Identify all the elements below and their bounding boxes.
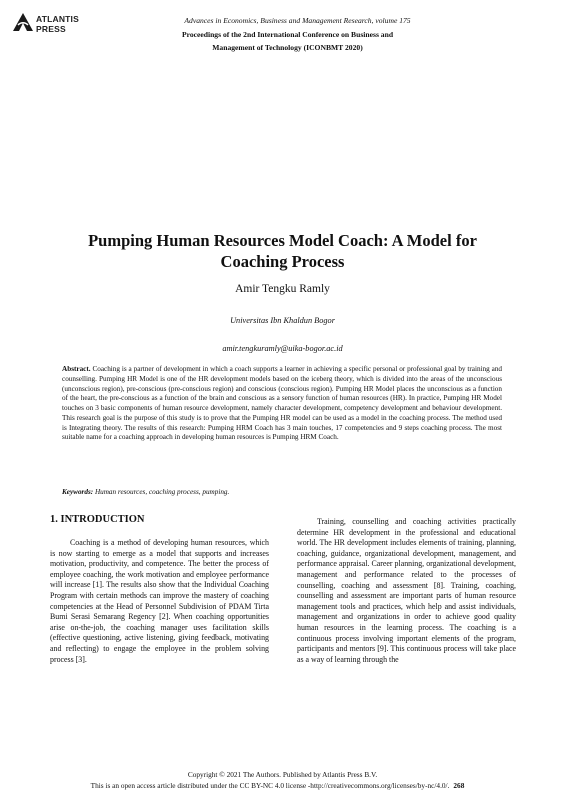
keywords [62,488,502,496]
logo-text-line2: PRESS [36,24,66,34]
proceedings-header-line2: Management of Technology (ICONBMT 2020) [212,43,363,52]
keywords-text: Human resources, coaching process, pumping. [94,488,230,496]
abstract-label: Abstract. [62,365,91,373]
author-email: amir.tengkuramly@uika-bogor.ac.id [222,344,343,353]
proceedings-header-line1: Proceedings of the 2nd International Conference on Business and [181,30,394,39]
intro-left-column: Coaching is a method of developing human resources, which is now starting to emerge as a model that supports and increases motivation, productivity, and competence. The better the process of employee coaching, the work motivation and employee performance will increase [1]. The results also show that the Individual Coaching Program with certain methods can improve the mastery of coaching competencies at the Head of Personnel Subdivision of PDAM Tirta Bumi Serasi Semarang Regency [2]. When coaching opportunities arise on-the-job, the coaching manager uses facilitation skills (effective questioning, active listening, giving feedback, motivating and reflecting) to engage the employee in the problem solving process [3]. [50,538,269,664]
abstract-text: Coaching is a partner of development in which a coach supports a learner in achieving a specific personal or professional goal by training and counselling. Pumping HR Model is one of the HR development models based on the iceberg theory, which is divided into the areas of the unconscious (unconscious region), pre-conscious (pre-conscious region) and conscious (conscious region). Pumping HR Model places the unconscious as a function of the heart, the pre-conscious as a function of the brain and conscious as a sensory function of human resources (HR). In practice, Pumping HR Model touches on 3 basic components of human resource development, namely character development, competency development and behaviour development. This research goal is the purpose of this study is to prove that the Pumping HR model can be used as a model in the coaching process. The method used is Integrating theory. The results of this research: Pumping HRM Coach has 3 main touches, 17 competencies and 9 steps coaching process. The most suitable name for a coaching approach in developing human resources is Pumping HRM Coach. [62,365,503,442]
intro-right-column: Training, counselling and coaching activities practically determine HR development in the professional and educational world. The HR development includes elements of training, planning, coaching, guidance, organizational development, management, and performance appraisal. Career planning, organizational development, management and performance related to the processes of counselling, coaching and assessment [8]. Training, coaching, counselling and assessment are important parts of human resource management tools and practices, which help and assist individuals, management and organizations in order to achieve good quality human resources in the learning process. The coaching is a continuous process involving important elements of the program, participants and mentors [9]. This continuous process will take place as a way of learning through the [297,517,516,664]
footer-copyright: Copyright © 2021 The Authors. Published by Atlantis Press B.V. [187,770,378,779]
page-number: 268 [453,781,465,790]
section-heading: 1. INTRODUCTION [50,514,145,525]
author-name: Amir Tengku Ramly [235,283,330,295]
author-affiliation: Universitas Ibn Khaldun Bogor [230,316,335,325]
abstract [62,365,502,443]
series-header: Advances in Economics, Business and Management Research, volume 175 [184,16,411,25]
license-text: This is an open access article distributed under the CC BY-NC 4.0 license -http://creativecommons.org/licenses/by-nc/4.0/. [90,781,450,790]
keywords-label: Keywords: [62,488,94,496]
footer-license [0,781,555,790]
logo-text-line1: ATLANTIS [36,14,79,24]
paper-title: Pumping Human Resources Model Coach: A Model for Coaching Process [88,231,477,271]
